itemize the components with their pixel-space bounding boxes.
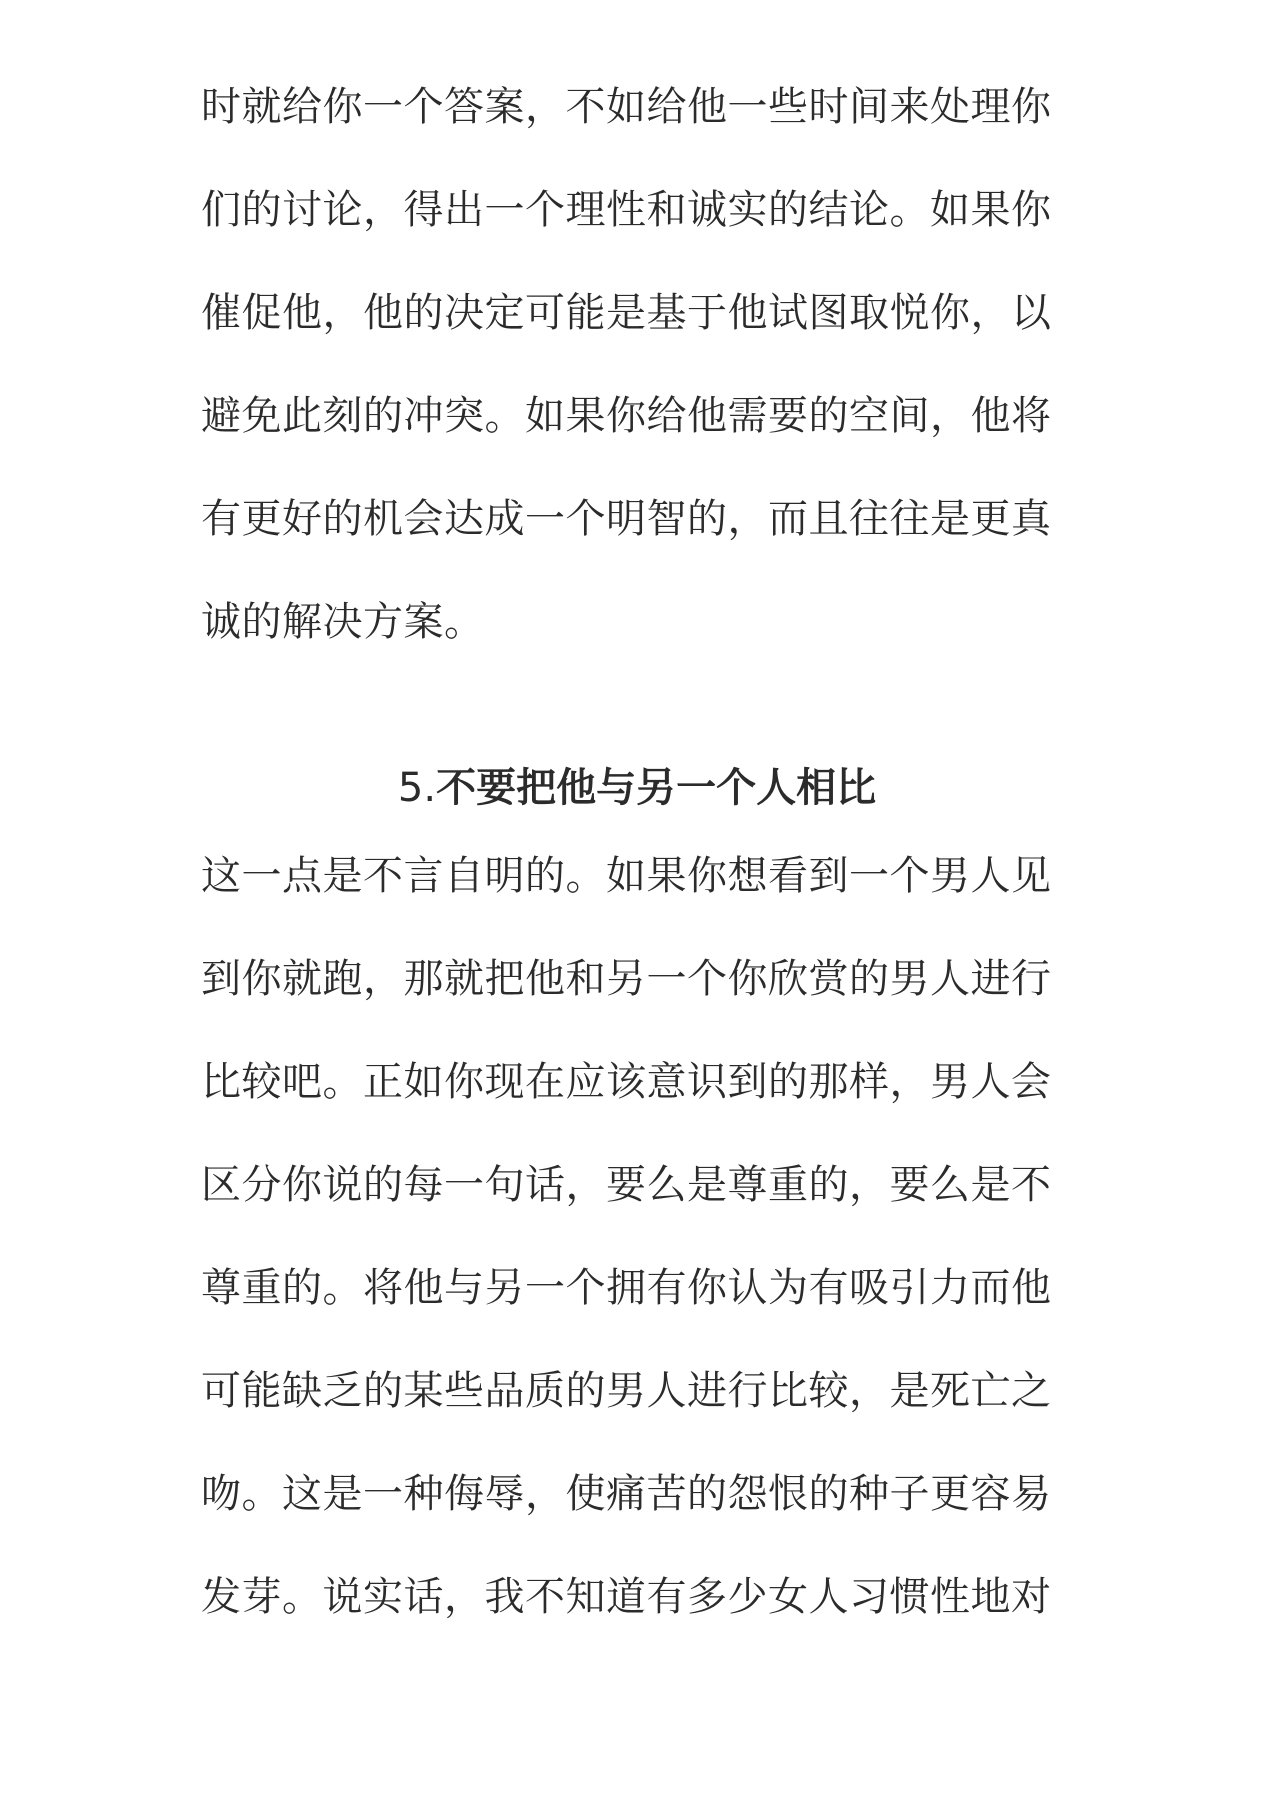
paragraph-top — [201, 56, 1081, 674]
text-line: 发芽。说实话，我不知道有多少女人习惯性地对 — [201, 1574, 1052, 1620]
text-line: 这一点是不言自明的。如果你想看到一个男人见 — [201, 853, 1052, 899]
text-line: 们的讨论，得出一个理性和诚实的结论。如果你 — [201, 187, 1052, 233]
paragraph-bottom — [201, 825, 1081, 1649]
text-line: 时就给你一个答案，不如给他一些时间来处理你 — [201, 84, 1052, 130]
text-line: 诚的解决方案。 — [201, 599, 485, 645]
text-line: 有更好的机会达成一个明智的，而且往往是更真 — [201, 496, 1052, 542]
text-line: 吻。这是一种侮辱，使痛苦的怨恨的种子更容易 — [201, 1471, 1052, 1517]
text-line: 可能缺乏的某些品质的男人进行比较，是死亡之 — [201, 1368, 1052, 1414]
text-line: 比较吧。正如你现在应该意识到的那样，男人会 — [201, 1059, 1052, 1105]
section-number: 5. — [397, 765, 437, 811]
text-line: 到你就跑，那就把他和另一个你欣赏的男人进行 — [201, 956, 1052, 1002]
section-title: 不要把他与另一个人相比 — [436, 765, 877, 811]
text-line: 区分你说的每一句话，要么是尊重的，要么是不 — [201, 1162, 1052, 1208]
text-line: 尊重的。将他与另一个拥有你认为有吸引力而他 — [201, 1265, 1052, 1311]
text-line: 避免此刻的冲突。如果你给他需要的空间，他将 — [201, 393, 1052, 439]
section-heading — [0, 748, 1274, 828]
text-line: 催促他，他的决定可能是基于他试图取悦你，以 — [201, 290, 1052, 336]
